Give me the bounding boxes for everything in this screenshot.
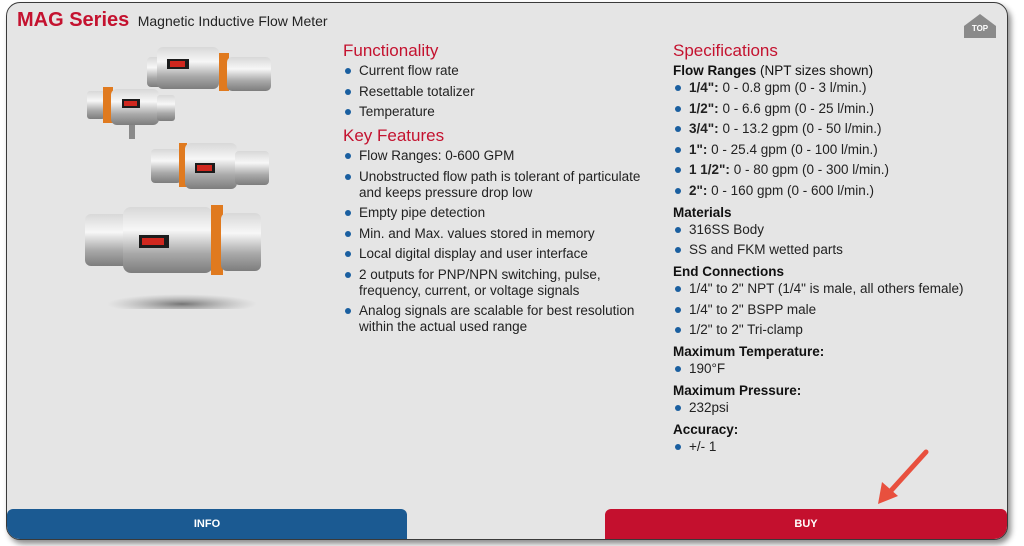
functionality-item: Temperature — [343, 104, 663, 120]
feature-item: Analog signals are scalable for best resolution within the actual used range — [343, 303, 663, 335]
flow-range-size: 1": — [689, 141, 708, 157]
key-features-list — [343, 148, 663, 335]
flow-range-item — [673, 101, 993, 117]
flow-range-value: 0 - 160 gpm (0 - 600 l/min.) — [711, 182, 874, 198]
flow-range-size: 1/2": — [689, 100, 719, 116]
end-connection-item: 1/2" to 2" Tri-clamp — [673, 322, 993, 338]
max-temperature-value: 190°F — [673, 361, 993, 377]
functionality-list — [343, 63, 663, 120]
material-item: 316SS Body — [673, 222, 993, 238]
flow-range-item — [673, 80, 993, 96]
max-temperature-list — [673, 361, 993, 377]
flow-range-size: 2": — [689, 182, 708, 198]
feature-item: Local digital display and user interface — [343, 246, 663, 262]
materials-list — [673, 222, 993, 259]
functionality-heading: Functionality — [343, 41, 439, 60]
accuracy-list — [673, 439, 993, 455]
key-features-heading: Key Features — [343, 126, 445, 145]
flow-range-value: 0 - 0.8 gpm (0 - 3 l/min.) — [722, 80, 867, 95]
specifications-heading: Specifications — [673, 41, 778, 60]
end-connection-item: 1/4" to 2" NPT (1/4" is male, all others female) — [673, 281, 993, 297]
page-subtitle: Magnetic Inductive Flow Meter — [137, 13, 328, 29]
flow-ranges-label: Flow Ranges — [673, 63, 757, 78]
material-item: SS and FKM wetted parts — [673, 242, 993, 258]
feature-item: Empty pipe detection — [343, 205, 663, 221]
accuracy-value: +/- 1 — [673, 439, 993, 455]
flow-range-item — [673, 183, 993, 199]
flow-ranges-heading — [673, 63, 993, 78]
info-button[interactable]: INFO — [7, 509, 407, 539]
functionality-item: Current flow rate — [343, 63, 663, 79]
feature-item: Flow Ranges: 0-600 GPM — [343, 148, 663, 164]
feature-item: Min. and Max. values stored in memory — [343, 226, 663, 242]
flow-range-item — [673, 162, 993, 178]
functionality-item: Resettable totalizer — [343, 84, 663, 100]
end-connection-item: 1/4" to 2" BSPP male — [673, 302, 993, 318]
materials-heading: Materials — [673, 204, 732, 220]
page-title: MAG Series — [17, 9, 130, 31]
flow-range-value: 0 - 80 gpm (0 - 300 l/min.) — [733, 162, 889, 177]
flow-ranges-list — [673, 80, 993, 199]
flow-range-size: 1 1/2": — [689, 162, 730, 177]
max-pressure-heading: Maximum Pressure: — [673, 383, 802, 398]
max-pressure-list — [673, 400, 993, 416]
flow-range-size: 3/4": — [689, 121, 719, 136]
max-pressure-value: 232psi — [673, 400, 993, 416]
features-column — [343, 41, 663, 340]
flow-range-item — [673, 121, 993, 137]
page-title-row — [17, 9, 328, 32]
product-panel — [6, 2, 1008, 540]
top-button[interactable] — [963, 13, 997, 39]
flow-range-value: 0 - 13.2 gpm (0 - 50 l/min.) — [722, 121, 882, 136]
product-image — [67, 39, 297, 309]
buy-button[interactable]: BUY — [605, 509, 1007, 539]
annotation-arrow-icon — [870, 448, 932, 508]
specifications-column — [673, 41, 993, 460]
top-button-label: TOP — [971, 24, 989, 33]
accuracy-heading: Accuracy: — [673, 422, 739, 437]
feature-item: Unobstructed flow path is tolerant of particulate and keeps pressure drop low — [343, 169, 663, 201]
feature-item: 2 outputs for PNP/NPN switching, pulse, frequency, current, or voltage signals — [343, 267, 663, 299]
end-connections-heading: End Connections — [673, 264, 784, 279]
end-connections-list — [673, 281, 993, 338]
flow-ranges-note: (NPT sizes shown) — [760, 63, 874, 78]
flow-range-value: 0 - 6.6 gpm (0 - 25 l/min.) — [722, 100, 874, 116]
flow-range-value: 0 - 25.4 gpm (0 - 100 l/min.) — [711, 141, 878, 157]
flow-range-size: 1/4": — [689, 80, 719, 95]
flow-range-item — [673, 142, 993, 158]
max-temperature-heading: Maximum Temperature: — [673, 344, 825, 359]
